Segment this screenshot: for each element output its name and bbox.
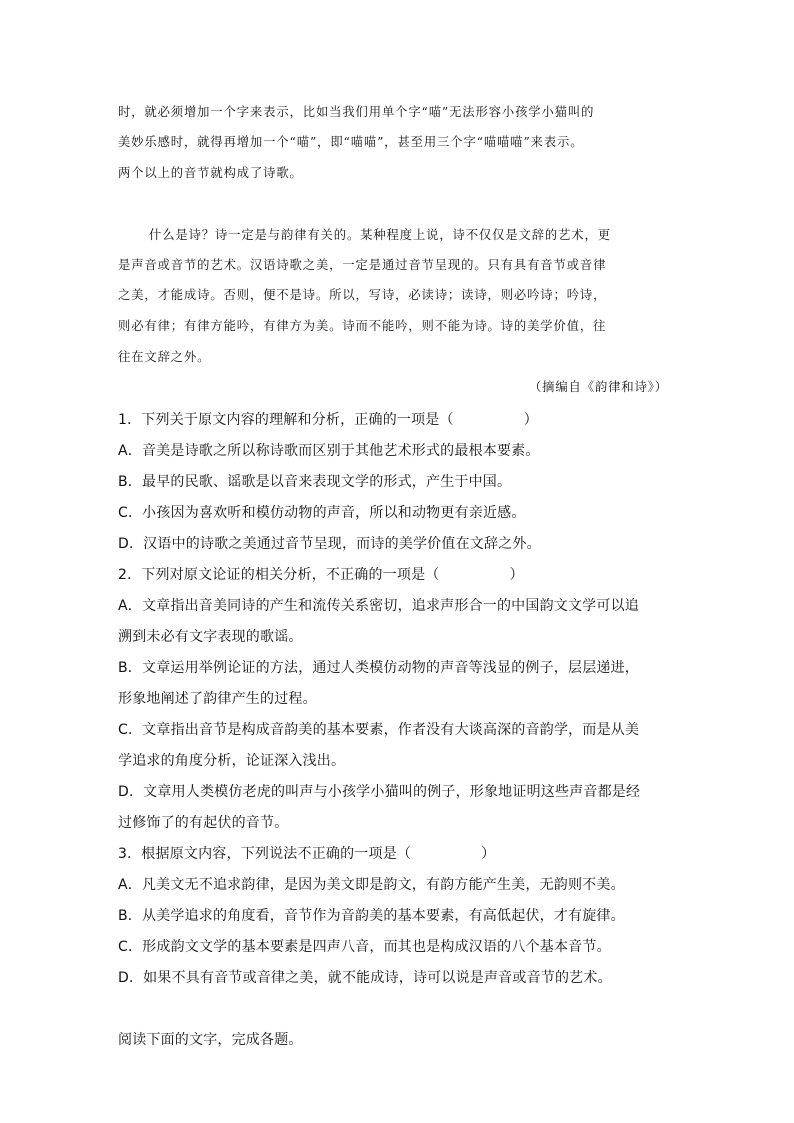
- question-3-stem-close: ）: [481, 846, 496, 862]
- question-2-line: 过修饰了的有起伏的音节。: [118, 815, 289, 831]
- question-2-line: 学追求的角度分析，论证深入浅出。: [118, 753, 346, 769]
- source-citation: （摘编自《韵律和诗》）: [528, 380, 668, 394]
- question-3-stem: [118, 843, 495, 863]
- question-2-stem: [118, 564, 524, 584]
- question-2-line: A．文章指出音美同诗的产生和流传关系密切，追求声形合一的中国韵文文学可以追: [118, 598, 639, 614]
- question-3-option-c: C．形成韵文文学的基本要素是四声八音，而其也是构成汉语的八个基本音节。: [118, 939, 611, 955]
- question-1-stem: [118, 409, 538, 429]
- passage-line: 两个以上的音节就构成了诗歌。: [118, 166, 303, 180]
- question-3-stem-text: 3．根据原文内容，下列说法不正确的一项是（: [118, 846, 412, 862]
- passage-line: 美妙乐感时，就得再增加一个“喵”，即“喵喵”，甚至用三个字“喵喵喵”来表示。: [118, 135, 584, 149]
- passage-line: 是声音或音节的艺术。汉语诗歌之美，一定是通过音节呈现的。只有具有音节或音律: [118, 258, 607, 272]
- question-1-stem-close: ）: [523, 412, 538, 428]
- question-3-option-d: D．如果不具有音节或音律之美，就不能成诗，诗可以说是声音或音节的艺术。: [118, 970, 612, 986]
- passage-line: 时，就必须增加一个字来表示，比如当我们用单个字“喵”无法形容小孩学小猫叫的: [118, 105, 595, 119]
- passage-line: 什么是诗？诗一定是与韵律有关的。某种程度上说，诗不仅仅是文辞的艺术，更: [149, 228, 611, 242]
- passage-line: 往在文辞之外。: [118, 350, 211, 364]
- question-2-line: 形象地阐述了韵律产生的过程。: [118, 691, 317, 707]
- question-2-line: D．文章用人类模仿老虎的叫声与小孩学小猫叫的例子，形象地证明这些声音都是经: [118, 784, 641, 800]
- question-2-line: B．文章运用举例论证的方法，通过人类模仿动物的声音等浅显的例子，层层递进，: [118, 660, 640, 676]
- passage-line: 则必有律；有律方能吟，有律方为美。诗而不能吟，则不能为诗。诗的美学价值，往: [118, 319, 607, 333]
- question-2-stem-text: 2．下列对原文论证的相关分析，不正确的一项是（: [118, 567, 440, 583]
- question-3-option-b: B．从美学追求的角度看，音节作为音韵美的基本要素，有高低起伏，才有旋律。: [118, 908, 625, 924]
- question-1-stem-text: 1．下列关于原文内容的理解和分析，正确的一项是（: [118, 412, 454, 428]
- passage-line: 之美，才能成诗。否则，便不是诗。所以，写诗，必读诗；读诗，则必吟诗；吟诗，: [118, 288, 607, 302]
- reading-instruction: 阅读下面的文字，完成各题。: [118, 1032, 303, 1048]
- question-2-line: 溯到未必有文字表现的歌谣。: [118, 629, 303, 645]
- question-3-option-a: A．凡美文无不追求韵律，是因为美文即是韵文，有韵方能产生美，无韵则不美。: [118, 877, 625, 893]
- question-2-line: C．文章指出音节是构成音韵美的基本要素，作者没有大谈高深的音韵学，而是从美: [118, 722, 640, 738]
- question-1-option-d: D．汉语中的诗歌之美通过音节呈现，而诗的美学价值在文辞之外。: [118, 536, 541, 552]
- question-2-stem-close: ）: [509, 567, 524, 583]
- question-1-option-a: A．音美是诗歌之所以称诗歌而区别于其他艺术形式的最根本要素。: [118, 443, 540, 459]
- question-1-option-b: B．最早的民歌、谣歌是以音来表现文学的形式，产生于中国。: [118, 474, 512, 490]
- question-1-option-c: C．小孩因为喜欢听和模仿动物的声音，所以和动物更有亲近感。: [118, 505, 526, 521]
